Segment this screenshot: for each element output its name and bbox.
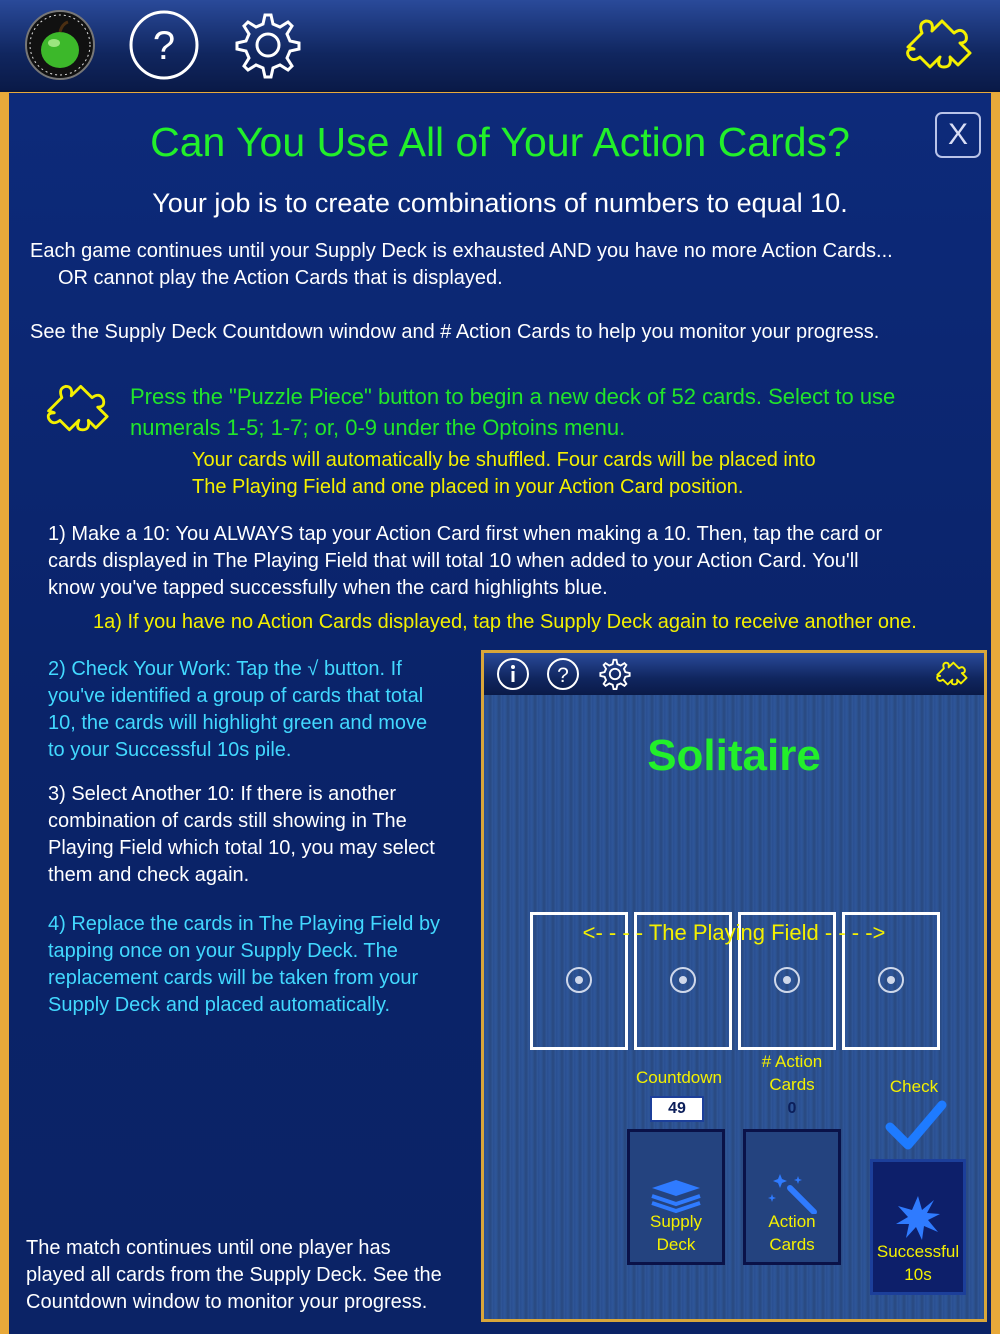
step-3: 3) Select Another 10: If there is another [48,783,396,805]
help-icon [546,657,580,691]
game-preview [481,650,987,1322]
puzzle-instruction: numerals 1-5; 1-7; or, 0-9 under the Optoins menu. [130,415,626,440]
playing-field-label: <- - - - The Playing Field - - - -> [582,920,886,945]
magic-wand-icon [766,1170,818,1214]
info-icon [496,657,530,691]
card-stack-icon [648,1178,704,1214]
shuffle-note: Your cards will automatically be shuffled. Four cards will be placed into [192,449,816,471]
countdown-value: 49 [650,1096,704,1122]
apple-icon[interactable] [24,9,96,81]
footer-note: Countdown window to monitor your progress. [26,1291,428,1313]
successful-10s-label: 10s [904,1265,932,1284]
close-button[interactable]: X [935,112,981,158]
successful-10s-pile[interactable] [870,1159,966,1295]
step-2: 10, the cards will highlight green and move [48,712,428,734]
puzzle-instruction: Press the "Puzzle Piece" button to begin a new deck of 52 cards. Select to use [130,384,896,409]
step-4: Supply Deck and placed automatically. [48,994,391,1016]
preview-toolbar [484,653,984,695]
step-1: 1) Make a 10: You ALWAYS tap your Action Card first when making a 10. Then, tap the card or [48,523,883,545]
intro-line: OR cannot play the Action Cards that is displayed. [58,267,503,289]
gear-icon [598,657,632,691]
step-3: combination of cards still showing in The [48,810,407,832]
instructions-panel [9,93,991,1334]
starburst-icon [894,1194,942,1242]
supply-deck[interactable] [627,1129,725,1265]
supply-deck-label: Deck [656,1235,696,1254]
progress-note: See the Supply Deck Countdown window and # Action Cards to help you monitor your progress. [30,321,880,343]
footer-note: The match continues until one player has [26,1237,391,1259]
action-cards-label: Cards [769,1235,815,1254]
step-1: cards displayed in The Playing Field that will total 10 when added to your Action Card. You'll [48,550,859,572]
shuffle-note: The Playing Field and one placed in your Action Card position. [192,476,744,498]
card-placeholder-icon [670,967,696,993]
top-toolbar [0,0,1000,92]
step-2: 2) Check Your Work: Tap the √ button. If [48,658,402,680]
check-label: Check [889,1077,939,1096]
supply-deck-label: Supply [650,1212,702,1231]
step-3: Playing Field which total 10, you may select [48,837,435,859]
gear-icon[interactable] [232,9,304,81]
step-1a: 1a) If you have no Action Cards displayed, tap the Supply Deck again to receive another one. [93,611,917,633]
action-cards-pile[interactable] [743,1129,841,1265]
puzzle-icon [37,375,115,443]
svg-text:?: ? [557,664,569,687]
preview-board [484,695,984,1319]
check-icon[interactable] [884,1099,948,1153]
successful-10s-label: Successful [876,1242,960,1261]
card-placeholder-icon [566,967,592,993]
step-4: replacement cards will be taken from your [48,967,419,989]
step-4: tapping once on your Supply Deck. The [48,940,398,962]
puzzle-icon[interactable] [900,9,974,81]
puzzle-icon [932,657,970,691]
step-1: know you've tapped successfully when the card highlights blue. [48,577,608,599]
action-cards-label: Action [768,1212,816,1231]
card-placeholder-icon [774,967,800,993]
page-subtitle: Your job is to create combinations of numbers to equal 10. [152,188,848,218]
step-2: to your Successful 10s pile. [48,739,292,761]
svg-text:?: ? [152,24,176,68]
step-3: them and check again. [48,864,250,886]
mode-title: Solitaire [647,731,821,780]
footer-note: played all cards from the Supply Deck. See the [26,1264,442,1286]
step-2: you've identified a group of cards that total [48,685,424,707]
countdown-label: Countdown [635,1068,722,1087]
card-placeholder-icon [878,967,904,993]
intro-line: Each game continues until your Supply Deck is exhausted AND you have no more Action Cards... [30,240,893,262]
page-title: Can You Use All of Your Action Cards? [150,119,850,165]
action-count-label: # Action [761,1052,823,1071]
step-4: 4) Replace the cards in The Playing Field by [48,913,441,935]
help-icon[interactable] [128,9,200,81]
action-count-value: 0 [787,1100,797,1117]
action-count-label: Cards [769,1075,815,1094]
